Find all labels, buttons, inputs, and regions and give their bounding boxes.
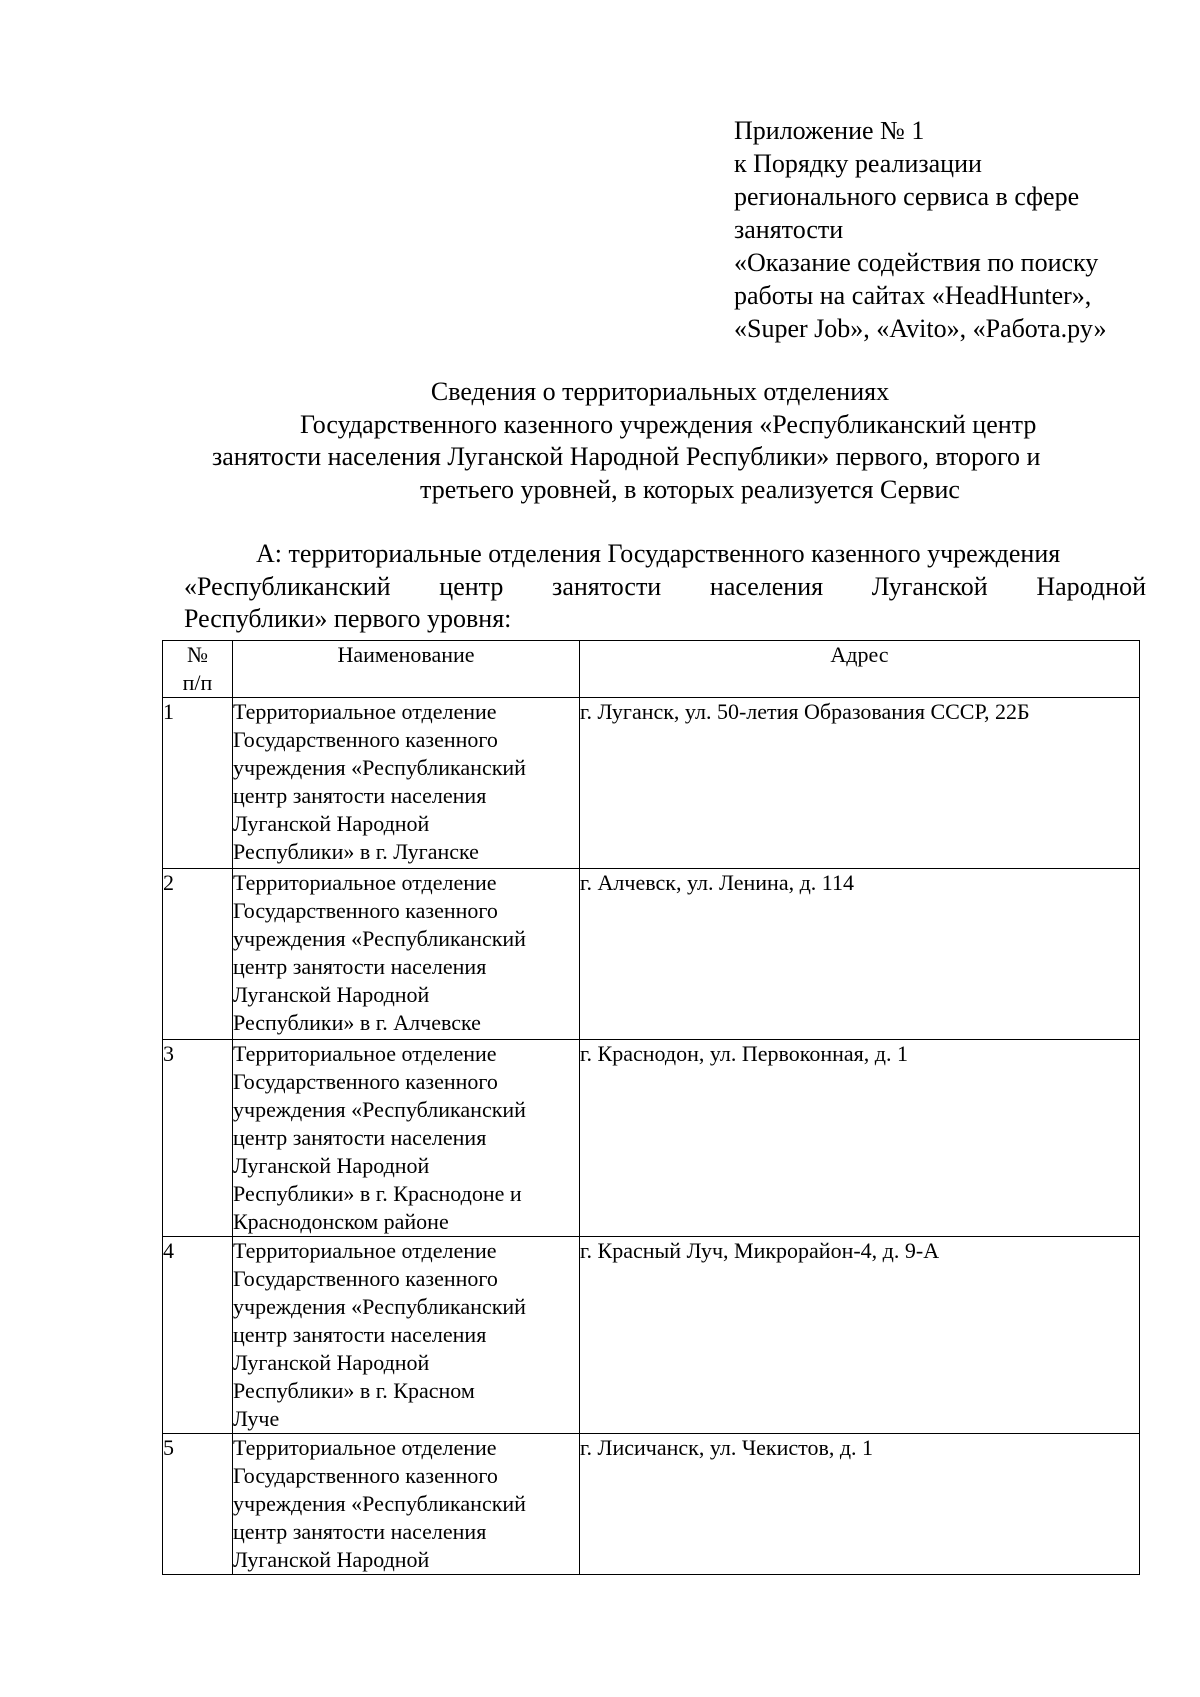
departments-table — [162, 640, 1140, 1575]
header-name: Наименование — [233, 641, 580, 698]
appendix-block — [734, 114, 1106, 345]
title-line: Сведения о территориальных отделениях — [430, 377, 890, 406]
row-name — [233, 1434, 580, 1575]
name-line: Территориальное отделение — [233, 699, 497, 724]
name-line: Государственного казенного — [233, 1069, 498, 1094]
section-word: населения — [709, 571, 824, 601]
row-address: г. Краснодон, ул. Первоконная, д. 1 — [580, 1040, 1140, 1237]
table-row — [163, 869, 1140, 1040]
appendix-line: занятости — [734, 215, 844, 244]
row-address: г. Красный Луч, Микрорайон-4, д. 9-А — [580, 1237, 1140, 1434]
name-line: Государственного казенного — [233, 1266, 498, 1291]
table-row — [163, 1237, 1140, 1434]
appendix-line: «Super Job», «Avito», «Работа.ру» — [734, 314, 1107, 343]
table-header-row — [163, 641, 1140, 698]
section-line: А: территориальные отделения Государственного казенного учреждения — [256, 539, 1061, 568]
name-line: центр занятости населения — [233, 783, 487, 808]
name-line: центр занятости населения — [233, 1125, 487, 1150]
name-line: Луганской Народной — [233, 1153, 430, 1178]
name-line: Республики» в г. Алчевске — [233, 1010, 481, 1035]
header-number — [163, 641, 233, 698]
appendix-line: Приложение № 1 — [734, 116, 925, 145]
section-word: занятости — [552, 571, 662, 601]
title-line: Государственного казенного учреждения «Республиканский центр — [300, 409, 1037, 439]
section-line: Республики» первого уровня: — [184, 604, 512, 633]
name-line: Территориальное отделение — [233, 870, 497, 895]
header-address: Адрес — [580, 641, 1140, 698]
name-line: учреждения «Республиканский — [233, 926, 526, 951]
name-line: Республики» в г. Красном — [233, 1378, 475, 1403]
row-number: 1 — [163, 698, 233, 869]
name-line: Луганской Народной — [233, 1350, 430, 1375]
row-address: г. Луганск, ул. 50-летия Образования СССР, 22Б — [580, 698, 1140, 869]
document-title — [200, 376, 1120, 506]
section-line-justified — [184, 571, 1146, 604]
row-address: г. Лисичанск, ул. Чекистов, д. 1 — [580, 1434, 1140, 1575]
row-number: 3 — [163, 1040, 233, 1237]
section-word: «Республиканский — [184, 571, 391, 601]
table-row — [163, 698, 1140, 869]
name-line: Государственного казенного — [233, 898, 498, 923]
name-line: учреждения «Республиканский — [233, 1097, 526, 1122]
name-line: Луганской Народной — [233, 1547, 430, 1572]
name-line: Государственного казенного — [233, 1463, 498, 1488]
name-line: учреждения «Республиканский — [233, 755, 526, 780]
title-line: занятости населения Луганской Народной Республики» первого, второго и — [212, 442, 1041, 471]
name-line: Государственного казенного — [233, 727, 498, 752]
header-number-sign: № — [187, 642, 208, 667]
appendix-line: работы на сайтах «HeadHunter», — [734, 281, 1092, 310]
name-line: учреждения «Республиканский — [233, 1491, 526, 1516]
row-number: 5 — [163, 1434, 233, 1575]
name-line: Луганской Народной — [233, 811, 430, 836]
table-row — [163, 1040, 1140, 1237]
name-line: Краснодонском районе — [233, 1209, 449, 1234]
row-number: 2 — [163, 869, 233, 1040]
row-number: 4 — [163, 1237, 233, 1434]
row-address: г. Алчевск, ул. Ленина, д. 114 — [580, 869, 1140, 1040]
name-line: Республики» в г. Краснодоне и — [233, 1181, 522, 1206]
appendix-line: к Порядку реализации — [734, 149, 982, 178]
title-line: третьего уровней, в которых реализуется Сервис — [420, 474, 960, 504]
name-line: Республики» в г. Луганске — [233, 839, 479, 864]
section-word: Луганской — [871, 571, 988, 601]
name-line: Луганской Народной — [233, 982, 430, 1007]
section-word: центр — [439, 571, 504, 601]
row-name — [233, 1237, 580, 1434]
name-line: центр занятости населения — [233, 1519, 487, 1544]
name-line: учреждения «Республиканский — [233, 1294, 526, 1319]
header-number-abbrev: п/п — [182, 670, 213, 695]
table-row — [163, 1434, 1140, 1575]
section-heading — [184, 538, 1146, 636]
name-line: Территориальное отделение — [233, 1238, 497, 1263]
name-line: центр занятости населения — [233, 954, 487, 979]
appendix-line: регионального сервиса в сфере — [734, 182, 1080, 211]
row-name — [233, 698, 580, 869]
name-line: центр занятости населения — [233, 1322, 487, 1347]
row-name — [233, 869, 580, 1040]
row-name — [233, 1040, 580, 1237]
section-word: Народной — [1036, 571, 1146, 601]
name-line: Луче — [233, 1406, 280, 1431]
name-line: Территориальное отделение — [233, 1041, 497, 1066]
name-line: Территориальное отделение — [233, 1435, 497, 1460]
appendix-line: «Оказание содействия по поиску — [734, 248, 1099, 277]
